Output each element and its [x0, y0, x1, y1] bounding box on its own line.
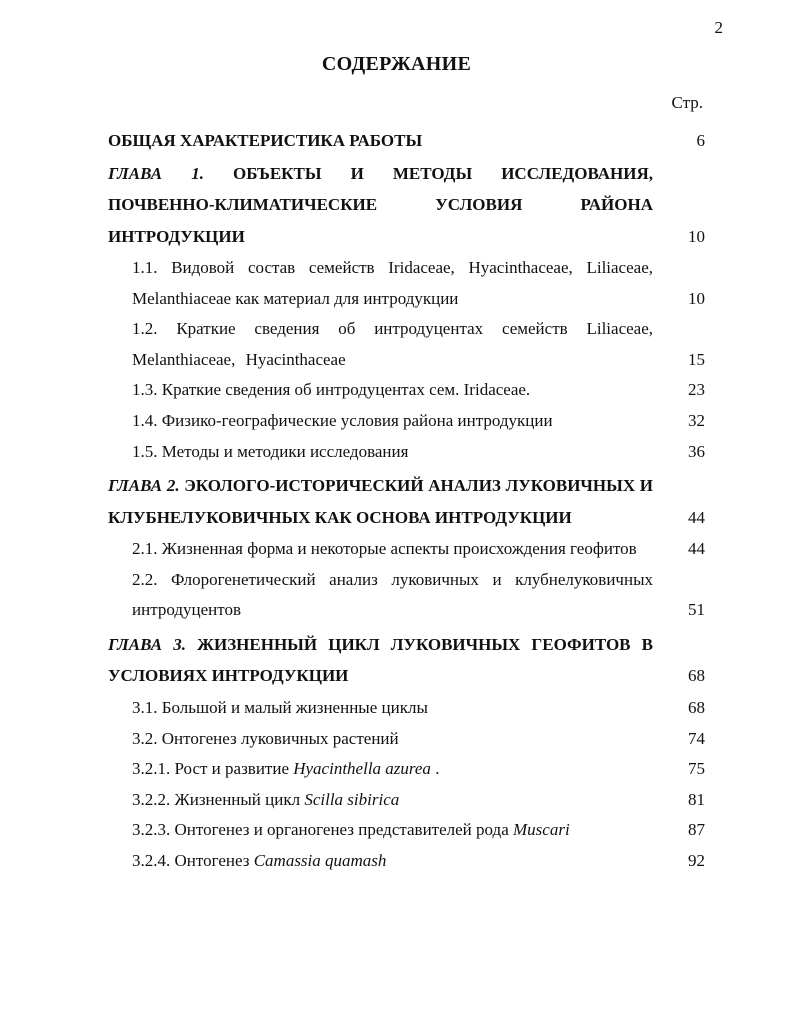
toc-entry-page: 75 — [688, 759, 705, 779]
toc-entry-page: 23 — [688, 380, 705, 400]
toc-section-2-2 — [108, 565, 705, 626]
toc-entry-label: 3.1. Большой и малый жизненные циклы — [132, 697, 428, 717]
toc-entry-page: 15 — [688, 349, 705, 369]
chapter-title: ОБЪЕКТЫ И МЕТОДЫ ИССЛЕДОВАНИЯ, ПОЧВЕННО-КЛИМАТИЧЕСКИЕ УСЛОВИЯ РАЙОНА ИНТРОДУКЦИИ — [108, 163, 653, 246]
species-name: Muscari — [513, 820, 570, 840]
toc-chapter-label — [108, 158, 705, 253]
toc-entry-label: 3.2. Онтогенез луковичных растений — [132, 728, 399, 748]
toc-section-1-2 — [108, 314, 705, 375]
toc-section-3-2-3 — [108, 815, 705, 846]
toc-section-3-2 — [108, 724, 705, 755]
toc-entry-page: 10 — [688, 226, 705, 246]
toc-entry-label: 1.2. Краткие сведения об интродуцентах семейств Liliaceae, Melanthiaceae, Hyacinthaceae — [132, 319, 653, 369]
toc-entry-general — [108, 125, 705, 157]
toc-entry-label: 2.1. Жизненная форма и некоторые аспекты происхождения геофитов — [132, 539, 637, 559]
toc-section-1-1 — [108, 253, 705, 314]
toc-section-3-2-1 — [108, 754, 705, 785]
toc-section-1-4 — [108, 406, 705, 437]
entry-suffix: . — [430, 759, 440, 779]
table-of-contents — [108, 125, 705, 877]
toc-section-1-5 — [108, 437, 705, 468]
chapter-prefix: ГЛАВА 2. — [108, 476, 180, 496]
page-number: 2 — [714, 18, 723, 37]
toc-section-1-3 — [108, 375, 705, 406]
toc-entry-label: 1.1. Видовой состав семейств Iridaceae, Hyacinthaceae, Liliaceae, Melanthiaceae как материал для интродукции — [132, 258, 653, 308]
toc-entry-page: 68 — [688, 697, 705, 717]
toc-section-3-1 — [108, 693, 705, 724]
toc-entry-page: 74 — [688, 728, 705, 748]
toc-entry-label — [132, 846, 705, 877]
entry-prefix: 3.2.2. Жизненный цикл — [132, 789, 305, 809]
species-name: Scilla sibirica — [304, 789, 400, 809]
toc-entry-page: 32 — [688, 410, 705, 430]
chapter-prefix: ГЛАВА 3. — [108, 634, 187, 654]
entry-prefix: 3.2.1. Рост и развитие — [132, 759, 294, 779]
toc-chapter-2 — [108, 470, 705, 533]
entry-prefix: 3.2.3. Онтогенез и органогенез представителей рода — [132, 820, 513, 840]
page-column-label: Стр. — [671, 93, 703, 112]
toc-section-3-2-2 — [108, 785, 705, 816]
page-title: СОДЕРЖАНИЕ — [321, 53, 472, 75]
toc-entry-page: 44 — [688, 539, 705, 559]
toc-entry-label: 1.5. Методы и методики исследования — [132, 441, 409, 461]
toc-entry-label — [132, 785, 705, 816]
chapter-title: ЖИЗНЕННЫЙ ЦИКЛ ЛУКОВИЧНЫХ ГЕОФИТОВ В УСЛОВИЯХ ИНТРОДУКЦИИ — [108, 634, 653, 686]
toc-entry-page: 81 — [688, 789, 705, 809]
toc-entry-label: 1.3. Краткие сведения об интродуцентах сем. Iridaceae. — [132, 380, 531, 400]
toc-section-3-2-4 — [108, 846, 705, 877]
toc-chapter-3 — [108, 629, 705, 692]
toc-entry-page: 87 — [688, 820, 705, 840]
toc-entry-page: 6 — [696, 131, 705, 150]
toc-section-2-1 — [108, 534, 705, 565]
toc-entry-page: 44 — [688, 507, 705, 527]
chapter-title: ЭКОЛОГО-ИСТОРИЧЕСКИЙ АНАЛИЗ ЛУКОВИЧНЫХ И КЛУБНЕЛУКОВИЧНЫХ КАК ОСНОВА ИНТРОДУКЦИИ — [108, 476, 654, 527]
toc-entry-page: 51 — [688, 600, 705, 620]
toc-entry-page: 10 — [688, 288, 705, 308]
toc-chapter-label — [108, 470, 705, 533]
toc-entry-label — [132, 754, 705, 785]
toc-chapter-label — [108, 629, 705, 692]
species-name: Camassia quamash — [253, 850, 387, 870]
toc-entry-label — [132, 815, 705, 846]
toc-entry-page: 68 — [688, 666, 705, 686]
species-name: Hyacinthella azurea — [293, 759, 431, 779]
toc-entry-page: 36 — [688, 441, 705, 461]
entry-prefix: 3.2.4. Онтогенез — [132, 850, 254, 870]
toc-entry-label: ОБЩАЯ ХАРАКТЕРИСТИКА РАБОТЫ — [108, 131, 423, 150]
toc-entry-label: 2.2. Флорогенетический анализ луковичных и клубнелуковичных интродуцентов — [132, 569, 653, 620]
chapter-prefix: ГЛАВА 1. — [108, 163, 204, 183]
toc-entry-label: 1.4. Физико-географические условия района интродукции — [132, 410, 553, 430]
toc-chapter-1 — [108, 158, 705, 253]
toc-entry-page: 92 — [688, 850, 705, 870]
